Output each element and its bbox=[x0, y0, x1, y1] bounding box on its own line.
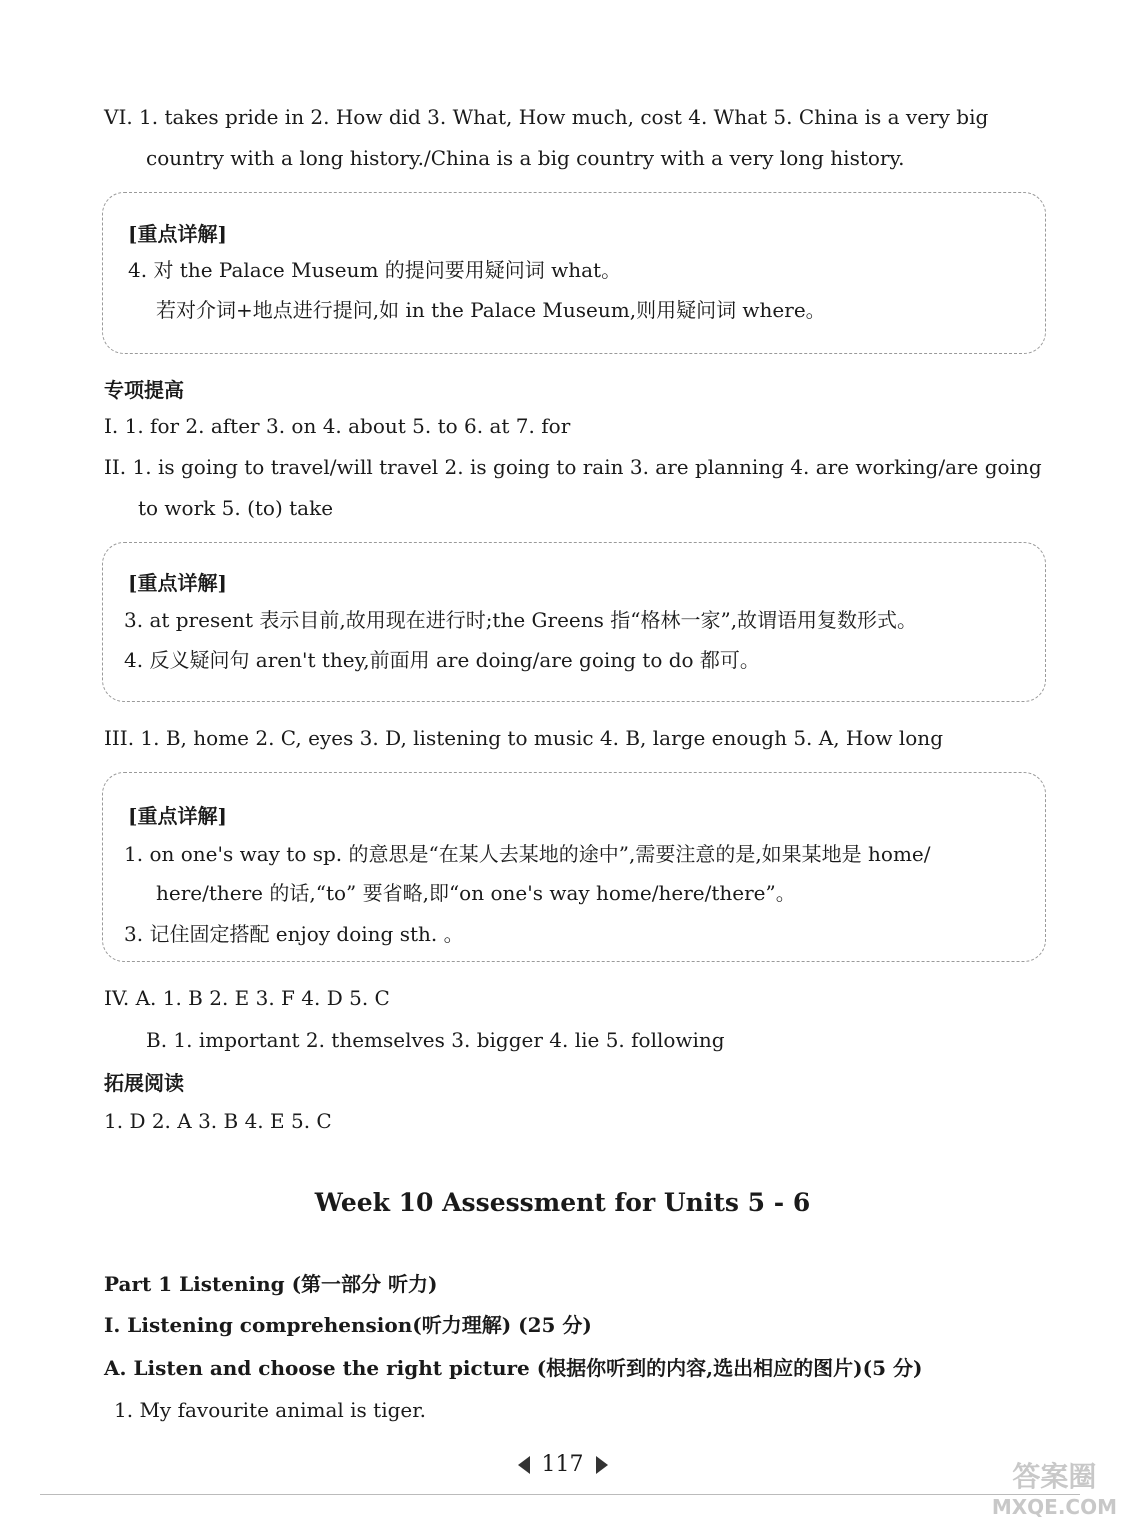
section-zhuanxiang: 专项提高 bbox=[104, 378, 184, 402]
watermark-bottom-text: MXQE.COM bbox=[991, 1495, 1117, 1519]
explanation-heading-2: [重点详解] bbox=[128, 571, 227, 595]
page-number-block bbox=[0, 1452, 1125, 1477]
footer-rule bbox=[40, 1494, 1080, 1495]
section-a-heading: A. Listen and choose the right picture (根据你听到的内容,选出相应的图片)(5 分) bbox=[104, 1356, 923, 1380]
explanation-1-line1: 4. 对 the Palace Museum 的提问要用疑问词 what。 bbox=[128, 258, 622, 282]
answer-vi-line2: country with a long history./China is a big country with a very long history. bbox=[146, 146, 905, 170]
section-i-heading: I. Listening comprehension(听力理解) (25 分) bbox=[104, 1313, 592, 1337]
page-number: 117 bbox=[541, 1452, 584, 1477]
answer-iv-line2: B. 1. important 2. themselves 3. bigger 4. lie 5. following bbox=[146, 1028, 725, 1052]
part1-heading: Part 1 Listening (第一部分 听力) bbox=[104, 1272, 438, 1296]
question-1: 1. My favourite animal is tiger. bbox=[114, 1398, 426, 1422]
answer-ii-line2: to work 5. (to) take bbox=[138, 496, 334, 520]
watermark-top-text: 答案圈 bbox=[1012, 1460, 1097, 1493]
explanation-3-line2: here/there 的话,“to” 要省略,即“on one's way home/here/there”。 bbox=[156, 881, 796, 905]
answer-iv-line1: IV. A. 1. B 2. E 3. F 4. D 5. C bbox=[104, 986, 390, 1010]
answer-i-line: I. 1. for 2. after 3. on 4. about 5. to 6. at 7. for bbox=[104, 414, 571, 438]
explanation-2-line1: 3. at present 表示目前,故用现在进行时;the Greens 指“格林一家”,故谓语用复数形式。 bbox=[124, 608, 918, 632]
left-triangle-icon bbox=[518, 1456, 530, 1474]
week-title: Week 10 Assessment for Units 5 - 6 bbox=[314, 1188, 811, 1217]
watermark-logo bbox=[992, 1462, 1117, 1522]
tuozhan-answers: 1. D 2. A 3. B 4. E 5. C bbox=[104, 1109, 332, 1133]
explanation-heading-3: [重点详解] bbox=[128, 804, 227, 828]
explanation-heading-1: [重点详解] bbox=[128, 222, 227, 246]
right-triangle-icon bbox=[596, 1456, 608, 1474]
explanation-3-line3: 3. 记住固定搭配 enjoy doing sth. 。 bbox=[124, 922, 464, 946]
answer-iii-line: III. 1. B, home 2. C, eyes 3. D, listening to music 4. B, large enough 5. A, How long bbox=[104, 726, 943, 750]
explanation-1-line2: 若对介词+地点进行提问,如 in the Palace Museum,则用疑问词 where。 bbox=[156, 298, 826, 322]
answer-ii-line1: II. 1. is going to travel/will travel 2. is going to rain 3. are planning 4. are working/are going bbox=[104, 455, 1042, 479]
section-tuozhan: 拓展阅读 bbox=[104, 1071, 184, 1095]
explanation-2-line2: 4. 反义疑问句 aren't they,前面用 are doing/are going to do 都可。 bbox=[124, 648, 760, 672]
answer-vi-line1: VI. 1. takes pride in 2. How did 3. What, How much, cost 4. What 5. China is a very big bbox=[104, 105, 989, 129]
explanation-3-line1: 1. on one's way to sp. 的意思是“在某人去某地的途中”,需要注意的是,如果某地是 home/ bbox=[124, 842, 931, 866]
